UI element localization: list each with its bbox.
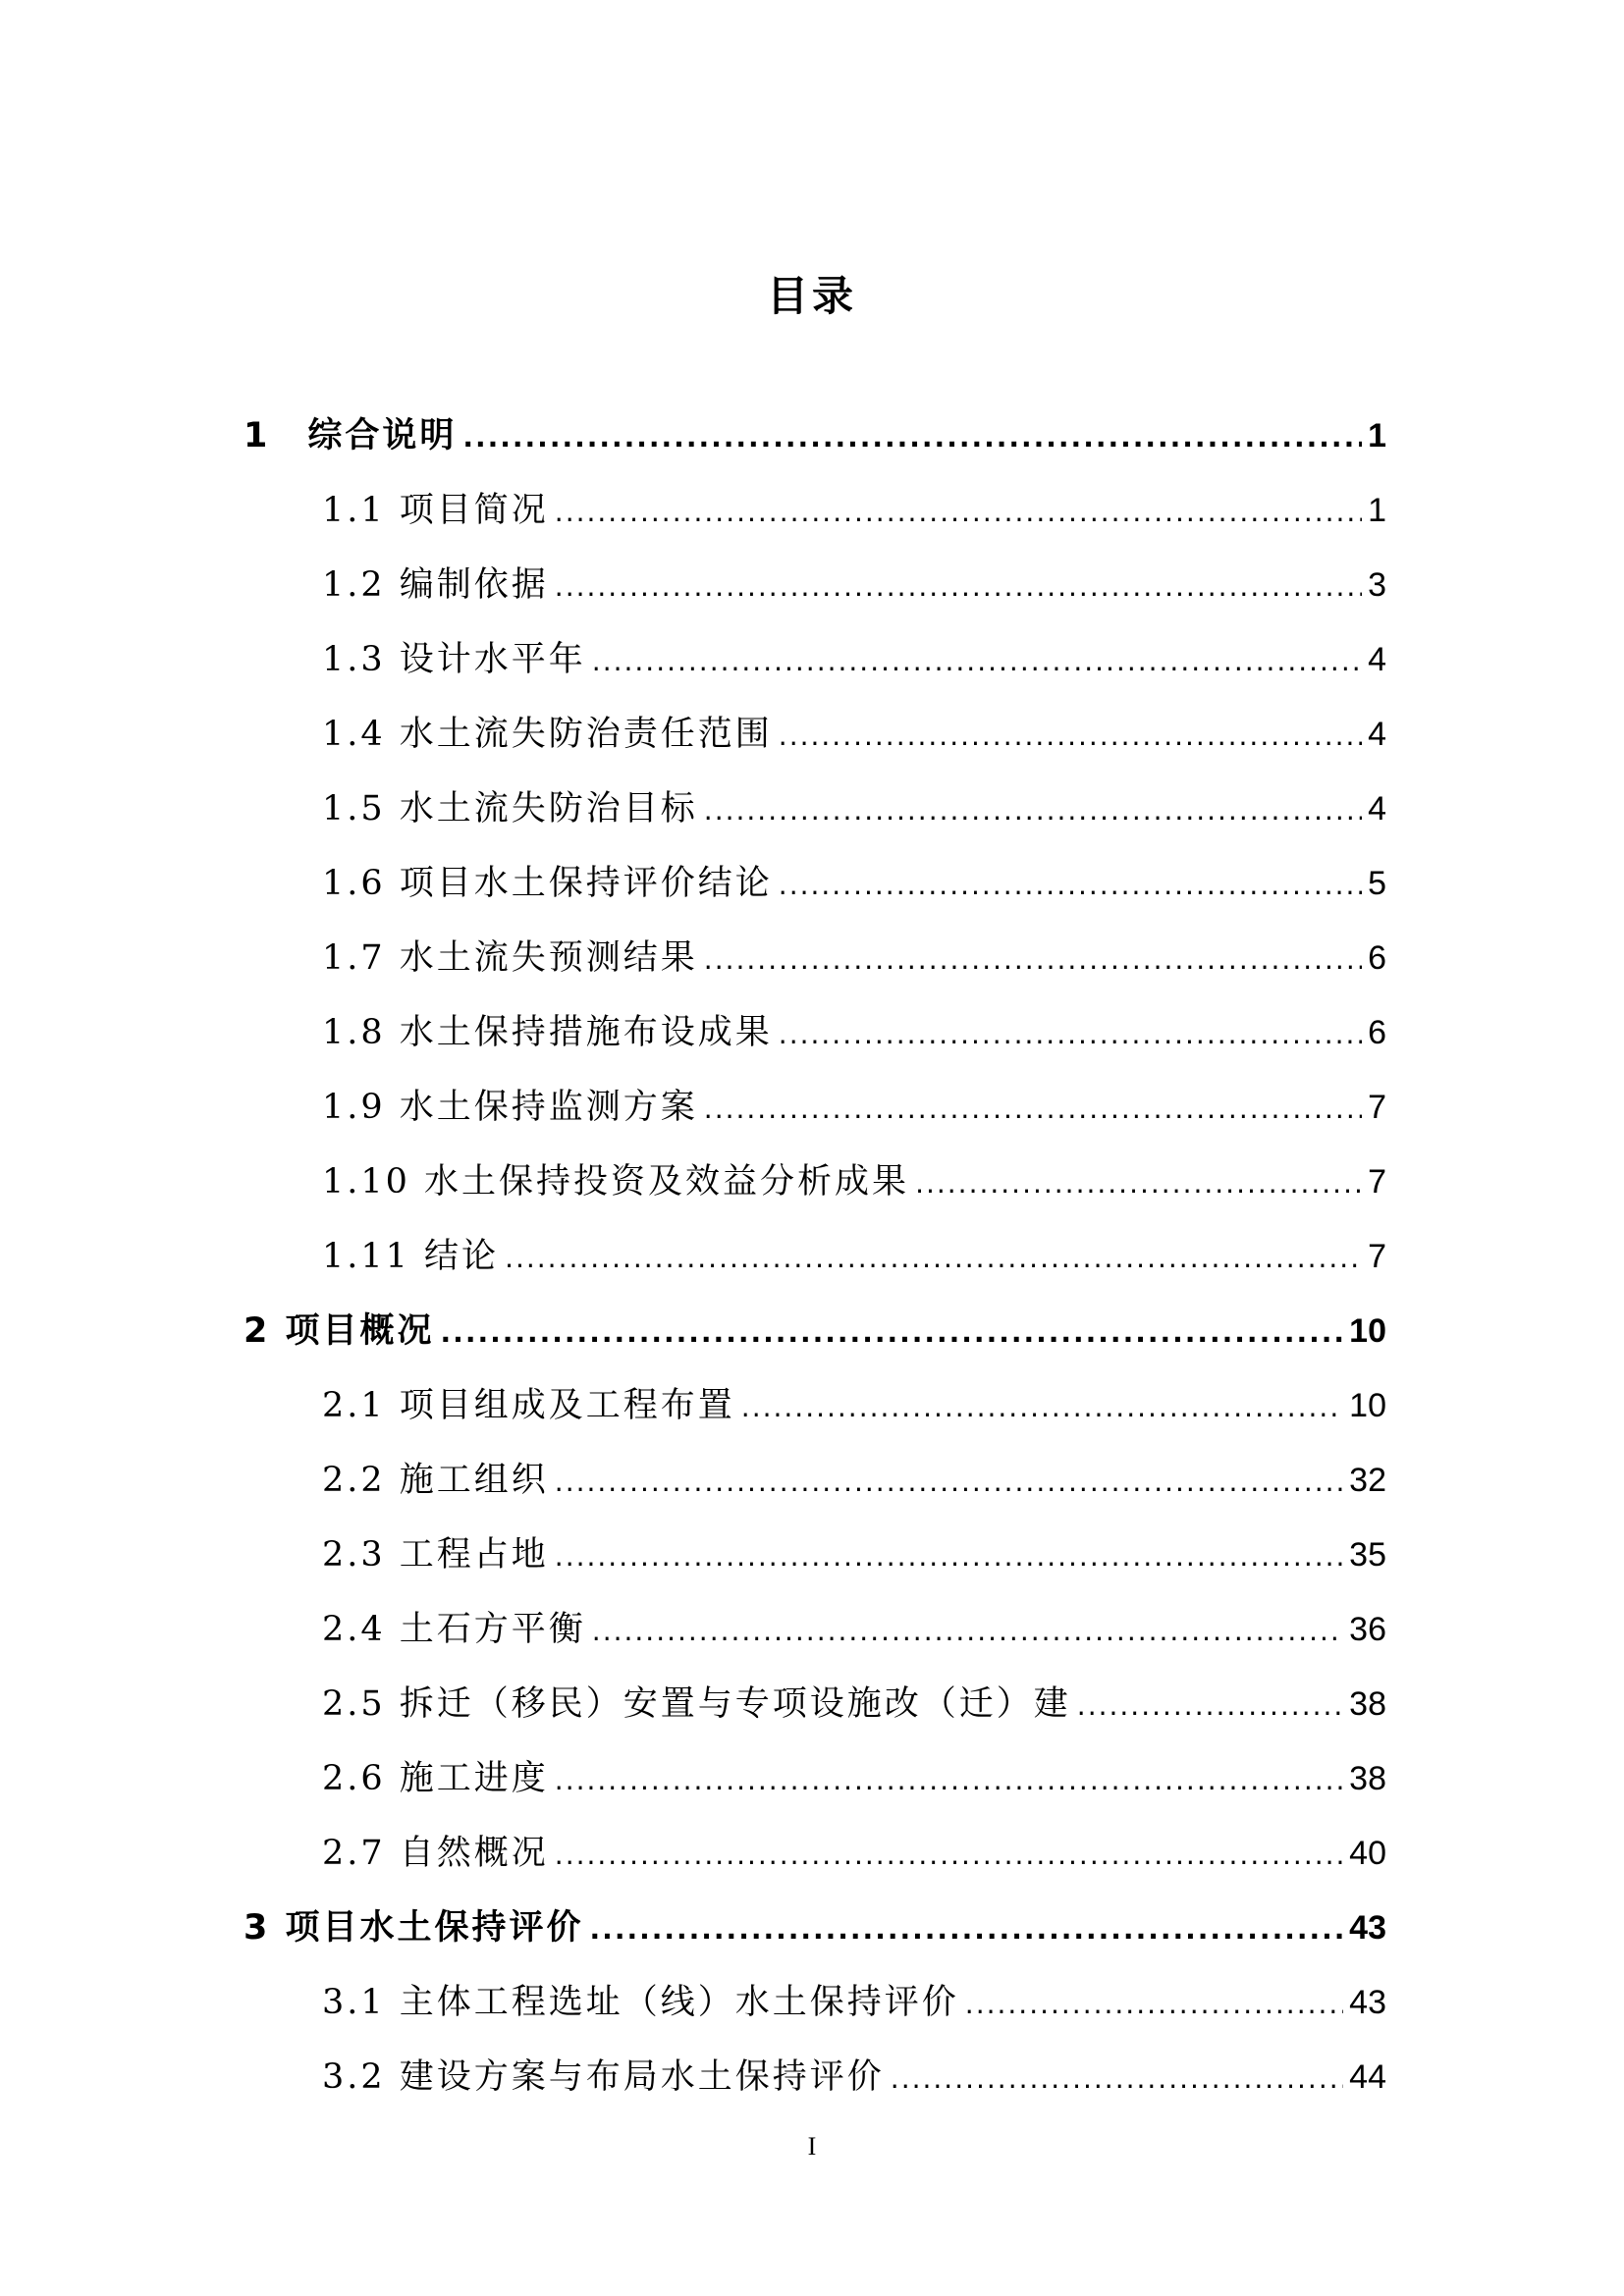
toc-entry-label: 1.11 结论 [322,1237,500,1276]
toc-entry-label: 1.2 编制依据 [322,565,549,605]
toc-entry[interactable] [244,630,1386,705]
toc-page-number: 40 [1349,1835,1386,1872]
toc-dot-leader [741,1378,1343,1437]
toc-dot-leader [965,1975,1343,2034]
toc-dot-leader [779,856,1362,915]
toc-page-number: 10 [1349,1387,1386,1424]
toc-entry-label: 2.5 拆迁（移民）安置与专项设施改（迁）建 [322,1684,1071,1724]
toc-entry-label: 3.2 建设方案与布局水土保持评价 [322,2057,885,2097]
toc-dot-leader [555,1527,1343,1586]
toc-entry-label: 3.1 主体工程选址（线）水土保持评价 [322,1983,959,2022]
toc-entry[interactable] [244,1898,1386,1973]
toc-entry[interactable] [244,1376,1386,1451]
toc-entry[interactable] [244,1824,1386,1898]
toc-entry-label: 1 综合说明 [244,416,458,455]
toc-page-number: 35 [1349,1536,1386,1574]
toc-page-number: 4 [1368,790,1386,828]
toc-page-number: 32 [1349,1462,1386,1499]
toc-entry[interactable] [244,1227,1386,1302]
toc-page-number: 1 [1368,492,1386,529]
toc-dot-leader [592,632,1362,691]
toc-entry[interactable] [244,705,1386,779]
toc-dot-leader [592,1602,1343,1661]
toc-entry[interactable] [244,1525,1386,1600]
toc-dot-leader [779,707,1362,766]
table-of-contents [244,406,1386,2122]
toc-entry[interactable] [244,929,1386,1003]
toc-entry-label: 3 项目水土保持评价 [244,1908,584,1948]
toc-entry[interactable] [244,1078,1386,1152]
toc-entry-label: 1.1 项目简况 [322,491,549,530]
toc-entry-label: 2.2 施工组织 [322,1461,549,1500]
toc-page-number: 6 [1368,1014,1386,1051]
toc-page-number: 4 [1368,641,1386,678]
toc-entry[interactable] [244,1302,1386,1376]
toc-dot-leader [555,1453,1343,1512]
toc-entry-label: 2.3 工程占地 [322,1535,549,1575]
toc-dot-leader [704,1080,1362,1139]
toc-entry-label: 1.4 水土流失防治责任范围 [322,715,773,754]
toc-entry[interactable] [244,1973,1386,2048]
page-title: 目录 [766,272,857,320]
toc-dot-leader [555,1826,1343,1885]
toc-entry-label: 1.9 水土保持监测方案 [322,1088,698,1127]
toc-page-number: 43 [1349,1909,1386,1947]
toc-page-number: 10 [1349,1312,1386,1350]
toc-page-number: 7 [1368,1089,1386,1126]
toc-dot-leader [704,781,1362,840]
toc-entry[interactable] [244,1600,1386,1675]
toc-entry-label: 1.10 水土保持投资及效益分析成果 [322,1162,910,1201]
toc-page-number: 3 [1368,566,1386,604]
toc-page-number: 38 [1349,1760,1386,1797]
toc-entry-label: 1.3 设计水平年 [322,640,586,679]
toc-dot-leader [590,1900,1344,1959]
toc-entry[interactable] [244,406,1386,481]
toc-dot-leader [555,558,1362,616]
toc-page-number: 1 [1368,417,1386,454]
toc-entry[interactable] [244,854,1386,929]
toc-entry-label: 2.1 项目组成及工程布置 [322,1386,735,1425]
toc-entry-label: 1.8 水土保持措施布设成果 [322,1013,773,1052]
toc-entry[interactable] [244,1152,1386,1227]
toc-dot-leader [915,1154,1362,1213]
toc-entry-label: 2.4 土石方平衡 [322,1610,586,1649]
toc-entry-label: 1.7 水土流失预测结果 [322,938,698,978]
toc-entry-label: 1.5 水土流失防治目标 [322,789,698,828]
toc-dot-leader [704,931,1362,989]
toc-entry[interactable] [244,481,1386,556]
toc-entry[interactable] [244,1003,1386,1078]
toc-entry[interactable] [244,2048,1386,2122]
toc-entry[interactable] [244,556,1386,630]
toc-page-number: 36 [1349,1611,1386,1648]
toc-dot-leader [505,1229,1362,1288]
toc-dot-leader [441,1304,1344,1362]
footer-page-number: I [807,2132,817,2161]
toc-dot-leader [555,1751,1343,1810]
toc-dot-leader [555,483,1362,542]
toc-entry-label: 2 项目概况 [244,1311,435,1351]
toc-dot-leader [891,2050,1343,2109]
toc-entry-label: 1.6 项目水土保持评价结论 [322,864,773,903]
toc-dot-leader [462,408,1362,467]
toc-page-number: 38 [1349,1685,1386,1723]
toc-page-number: 44 [1349,2058,1386,2096]
toc-page-number: 6 [1368,939,1386,977]
toc-page-number: 7 [1368,1163,1386,1201]
toc-entry-label: 2.7 自然概况 [322,1834,549,1873]
toc-dot-leader [1077,1677,1343,1735]
toc-page-number: 43 [1349,1984,1386,2021]
toc-entry[interactable] [244,1451,1386,1525]
toc-page-number: 4 [1368,716,1386,753]
toc-entry[interactable] [244,1749,1386,1824]
toc-page-number: 7 [1368,1238,1386,1275]
toc-page-number: 5 [1368,865,1386,902]
toc-entry[interactable] [244,1675,1386,1749]
toc-entry[interactable] [244,779,1386,854]
toc-entry-label: 2.6 施工进度 [322,1759,549,1798]
toc-dot-leader [779,1005,1362,1064]
